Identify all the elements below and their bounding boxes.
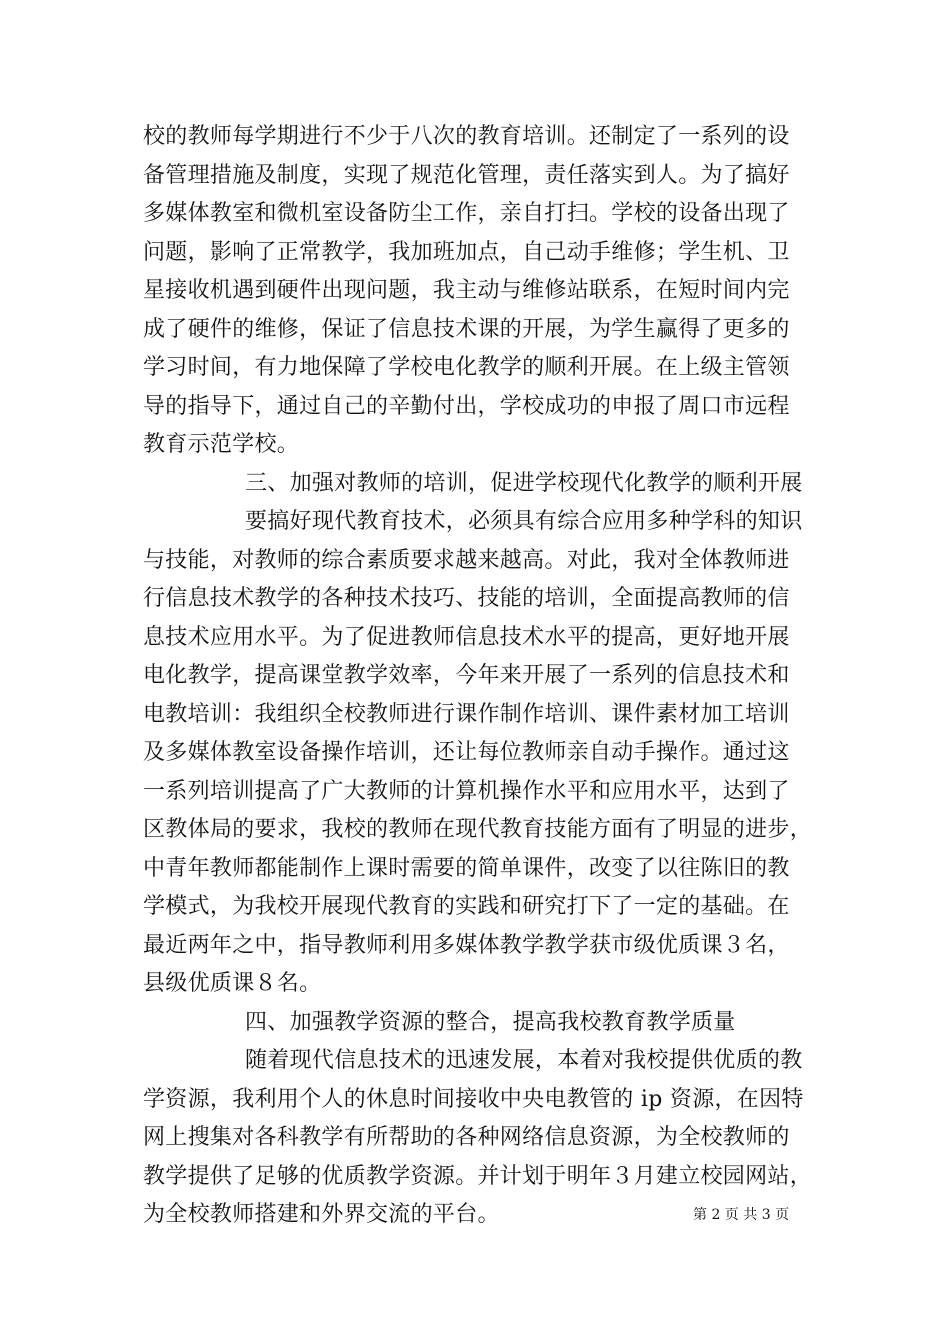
page-number-footer: 第 2 页 共 3 页	[693, 1207, 790, 1223]
text-line: 多媒体教室和微机室设备防尘工作，亲自打扫。学校的设备出现了	[143, 201, 790, 226]
text-line: 问题，影响了正常教学，我加班加点，自己动手维修；学生机、卫	[143, 239, 790, 265]
text-line: 县级优质课８名。	[143, 971, 322, 996]
text-line: 备管理措施及制度，实现了规范化管理，责任落实到人。为了搞好	[143, 162, 790, 188]
text-line: 要搞好现代教育技术，必须具有综合应用多种学科的知识	[245, 509, 803, 534]
text-line: 学模式，为我校开展现代教育的实践和研究打下了一定的基础。在	[143, 894, 790, 919]
text-line: 一系列培训提高了广大教师的计算机操作水平和应用水平，达到了	[143, 778, 790, 804]
section-heading-4: 四、加强教学资源的整合，提高我校教育教学质量	[245, 1009, 736, 1035]
text-line: 与技能，对教师的综合素质要求越来越高。对此，我对全体教师进	[143, 547, 790, 573]
text-line: 学资源，我利用个人的休息时间接收中央电教管的 ip 资源，在因特	[143, 1086, 804, 1112]
text-line: 区教体局的要求，我校的教师在现代教育技能方面有了明显的进步，	[143, 817, 813, 842]
text-line: 息技术应用水平。为了促进教师信息技术水平的提高，更好地开展	[143, 624, 790, 650]
text-line: 校的教师每学期进行不少于八次的教育培训。还制定了一系列的设	[143, 124, 790, 149]
text-line: 星接收机遇到硬件出现问题，我主动与维修站联系，在短时间内完	[143, 278, 790, 303]
text-line: 及多媒体教室设备操作培训，还让每位教师亲自动手操作。通过这	[143, 740, 790, 765]
text-line: 网上搜集对各科教学有所帮助的各种网络信息资源，为全校教师的	[143, 1125, 790, 1150]
section-heading-3: 三、加强对教师的培训，促进学校现代化教学的顺利开展	[245, 470, 803, 496]
text-line: 最近两年之中，指导教师利用多媒体教学教学获市级优质课３名，	[143, 932, 790, 958]
text-line: 导的指导下，通过自己的辛勤付出，学校成功的申报了周口市远程	[143, 393, 790, 419]
text-line: 学习时间，有力地保障了学校电化教学的顺利开展。在上级主管领	[143, 355, 790, 380]
text-line: 为全校教师搭建和外界交流的平台。	[143, 1202, 500, 1227]
text-line: 成了硬件的维修，保证了信息技术课的开展，为学生赢得了更多的	[143, 316, 790, 342]
text-line: 行信息技术教学的各种技术技巧、技能的培训，全面提高教师的信	[143, 586, 790, 611]
text-line: 中青年教师都能制作上课时需要的简单课件，改变了以往陈旧的教	[143, 855, 790, 881]
text-line: 电化教学，提高课堂教学效率，今年来开展了一系列的信息技术和	[143, 663, 790, 688]
text-line: 电教培训：我组织全校教师进行课作制作培训、课件素材加工培训	[143, 701, 790, 727]
text-line: 随着现代信息技术的迅速发展，本着对我校提供优质的教	[245, 1048, 803, 1073]
document-body	[143, 118, 813, 1235]
text-line: 教育示范学校。	[143, 432, 300, 457]
text-line: 教学提供了足够的优质教学资源。并计划于明年３月建立校园网站，	[143, 1163, 813, 1189]
